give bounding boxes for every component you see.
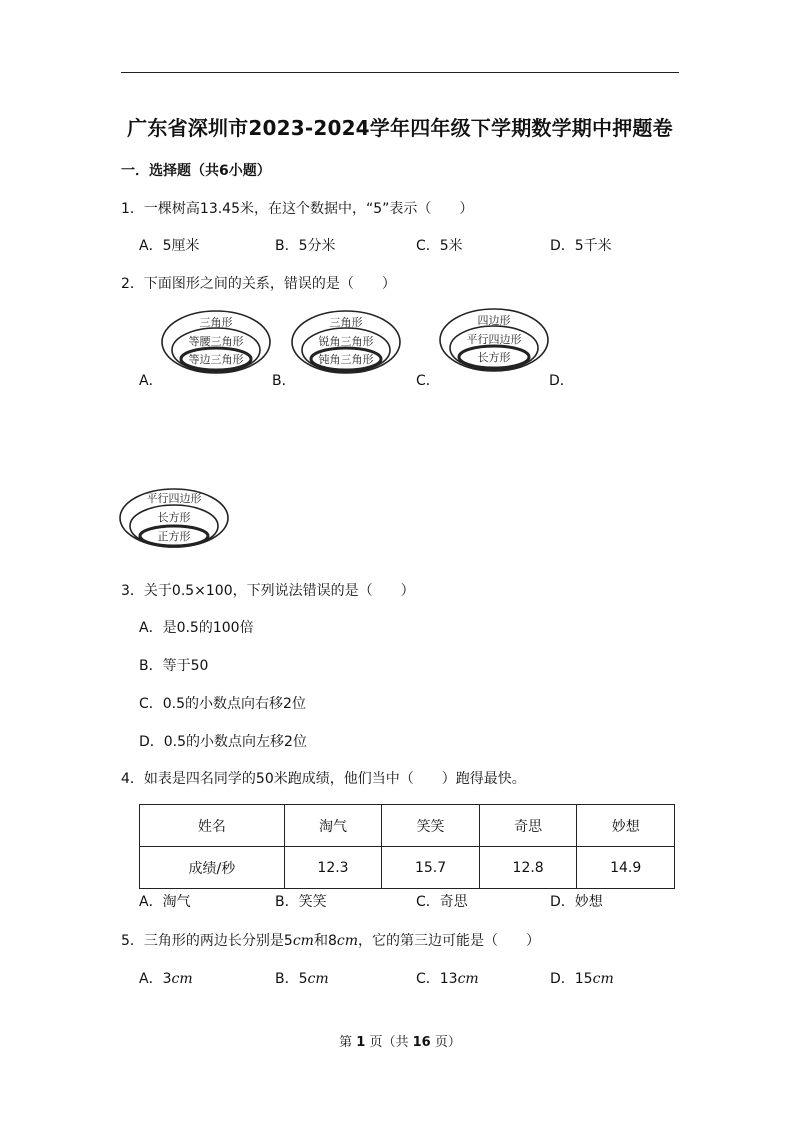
q5-unit: cm — [336, 933, 358, 949]
question-3-stem: 3．关于0.5×100，下列说法错误的是（ ） — [121, 583, 415, 599]
q1-option-c: C．5米 — [416, 238, 463, 254]
q3-option-c: C．0.5的小数点向右移2位 — [139, 696, 306, 712]
diagram-b-label-inner: 钝角三角形 — [318, 353, 374, 366]
q5-option-c-label: C．13 — [416, 971, 458, 987]
q2-option-a: A． — [139, 373, 163, 389]
diagram-a-label-middle: 等腰三角形 — [188, 335, 244, 348]
q5-option-a-unit: cm — [171, 971, 193, 987]
q2-option-b: B． — [272, 373, 296, 389]
diagram-c-label-outer: 四边形 — [477, 314, 511, 327]
q3-option-d: D．0.5的小数点向左移2位 — [139, 734, 307, 750]
question-2-stem: 2．下面图形之间的关系，错误的是（ ） — [121, 276, 396, 292]
diagram-b — [290, 308, 402, 376]
q4-option-a: A．淘气 — [139, 894, 191, 910]
footer-suffix: 页） — [430, 1035, 461, 1050]
table-cell: 姓名 — [140, 805, 285, 847]
question-1-stem: 1．一棵树高13.45米，在这个数据中，“5”表示（ ） — [121, 201, 474, 217]
question-5-stem — [121, 930, 540, 950]
q4-option-d: D．妙想 — [550, 894, 603, 910]
diagram-c-label-inner: 长方形 — [477, 351, 511, 364]
q5-stem-part: 5．三角形的两边长分别是5 — [121, 933, 293, 949]
diagram-a-label-outer: 三角形 — [199, 316, 233, 329]
table-row — [140, 847, 675, 889]
diagram-d-label-middle: 长方形 — [157, 511, 191, 524]
diagram-c — [438, 306, 550, 374]
table-cell: 12.3 — [284, 847, 382, 889]
q2-option-d: D． — [549, 373, 574, 389]
q2-option-c: C． — [416, 373, 440, 389]
question-4-stem: 4．如表是四名同学的50米跑成绩，他们当中（ ）跑得最快。 — [121, 771, 526, 787]
q5-option-d-label: D．15 — [550, 971, 593, 987]
table-cell: 妙想 — [577, 805, 675, 847]
diagram-d — [118, 486, 230, 550]
q5-option-a — [139, 968, 193, 988]
section-heading: 一．选择题（共6小题） — [121, 163, 271, 179]
header-rule — [121, 72, 679, 73]
table-cell: 12.8 — [479, 847, 577, 889]
table-cell: 笑笑 — [382, 805, 480, 847]
diagram-d-label-outer: 平行四边形 — [146, 492, 202, 505]
footer-total-pages: 16 — [412, 1035, 431, 1050]
diagram-b-label-middle: 锐角三角形 — [318, 335, 374, 348]
page-footer — [0, 1031, 800, 1050]
q5-option-b-label: B．5 — [275, 971, 308, 987]
footer-page-number: 1 — [356, 1035, 366, 1050]
diagram-c-label-middle: 平行四边形 — [466, 333, 522, 346]
q5-option-d — [550, 968, 614, 988]
q5-option-c-unit: cm — [457, 971, 479, 987]
diagram-a-label-inner: 等边三角形 — [188, 353, 244, 366]
q5-option-c — [416, 968, 479, 988]
q1-option-d: D．5千米 — [550, 238, 612, 254]
q5-option-b — [275, 968, 329, 988]
q5-stem-part: 和8 — [313, 933, 337, 949]
footer-prefix: 第 — [339, 1035, 357, 1050]
q3-option-a: A．是0.5的100倍 — [139, 620, 254, 636]
q5-unit: cm — [292, 933, 314, 949]
score-table — [139, 804, 675, 889]
q4-option-b: B．笑笑 — [275, 894, 327, 910]
q1-option-b: B．5分米 — [275, 238, 336, 254]
table-cell: 15.7 — [382, 847, 480, 889]
q5-option-a-label: A．3 — [139, 971, 172, 987]
table-cell: 14.9 — [577, 847, 675, 889]
q1-option-a: A．5厘米 — [139, 238, 200, 254]
q4-option-c: C．奇思 — [416, 894, 468, 910]
table-header-row — [140, 805, 675, 847]
q3-option-b: B．等于50 — [139, 658, 209, 674]
diagram-a — [160, 308, 272, 376]
page-title: 广东省深圳市2023-2024学年四年级下学期数学期中押题卷 — [127, 116, 673, 140]
diagram-d-label-inner: 正方形 — [157, 530, 191, 543]
diagram-b-label-outer: 三角形 — [329, 316, 363, 329]
q5-option-b-unit: cm — [307, 971, 329, 987]
q5-stem-part: ，它的第三边可能是（ ） — [358, 933, 540, 949]
table-cell: 奇思 — [479, 805, 577, 847]
table-cell: 淘气 — [284, 805, 382, 847]
table-cell: 成绩/秒 — [140, 847, 285, 889]
q5-option-d-unit: cm — [592, 971, 614, 987]
footer-middle: 页（共 — [365, 1035, 413, 1050]
